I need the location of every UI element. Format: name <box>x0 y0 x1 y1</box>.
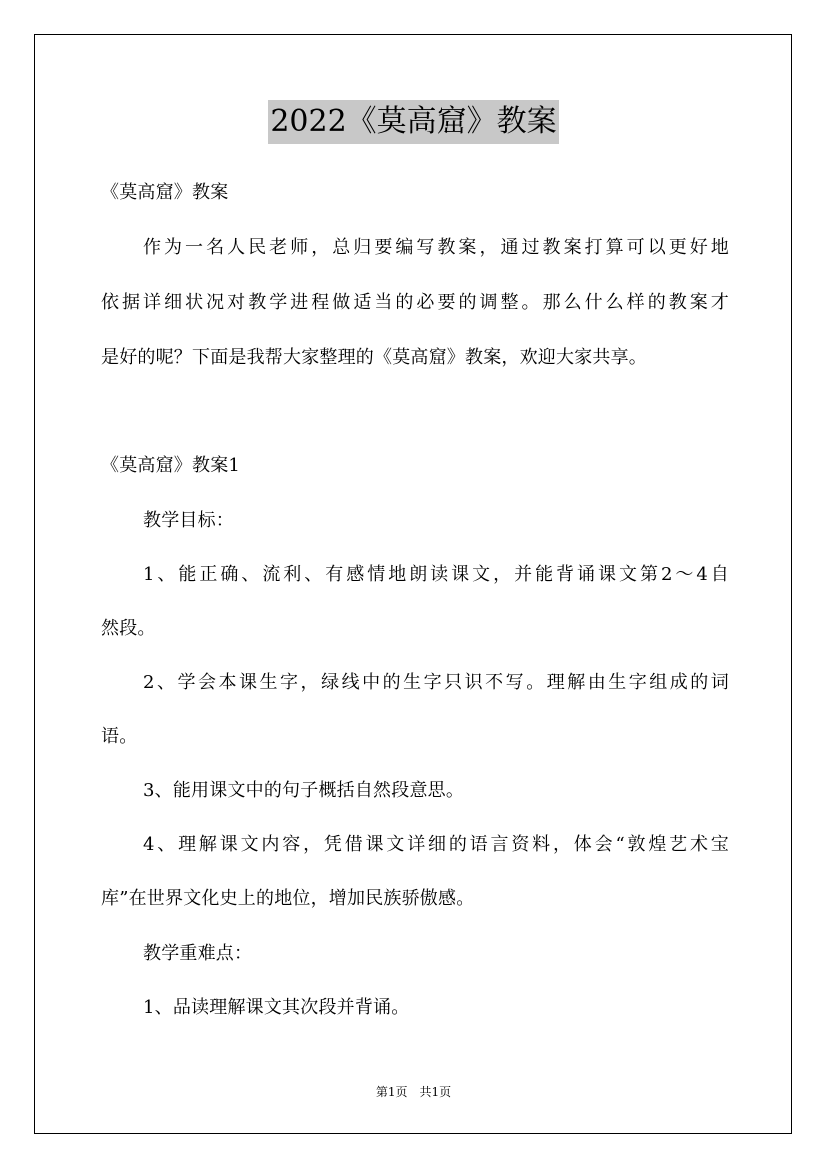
paragraph-line: 库”在世界文化史上的地位，增加民族骄傲感。 <box>101 888 475 909</box>
title-container <box>0 100 827 144</box>
paragraph-line: 语。 <box>101 726 138 747</box>
paragraph-line: 3、能用课文中的句子概括自然段意思。 <box>143 780 465 801</box>
paragraph-line: 2、学会本课生字，绿线中的生字只识不写。理解由生字组成的词 <box>143 672 729 693</box>
paragraph-line: 教学目标： <box>143 510 234 531</box>
paragraph-line: 依据详细状况对教学进程做适当的必要的调整。那么什么样的教案才 <box>101 292 729 313</box>
document-title: 2022《莫高窟》教案 <box>268 100 558 144</box>
paragraph-line: 1、能正确、流利、有感情地朗读课文，并能背诵课文第2～4自 <box>143 564 729 585</box>
paragraph-line: 教学重难点： <box>143 943 253 964</box>
paragraph-line: 然段。 <box>101 618 156 639</box>
subtitle-line: 《莫高窟》教案 <box>101 182 229 203</box>
page-footer: 第1页 共1页 <box>375 1085 452 1099</box>
section-heading: 《莫高窟》教案1 <box>101 455 241 476</box>
paragraph-line: 1、品读理解课文其次段并背诵。 <box>143 997 410 1018</box>
paragraph-line: 是好的呢？下面是我帮大家整理的《莫高窟》教案，欢迎大家共享。 <box>101 347 647 368</box>
paragraph-line: 作为一名人民老师，总归要编写教案，通过教案打算可以更好地 <box>143 237 729 258</box>
paragraph-line: 4、理解课文内容，凭借课文详细的语言资料，体会“敦煌艺术宝 <box>143 834 729 855</box>
